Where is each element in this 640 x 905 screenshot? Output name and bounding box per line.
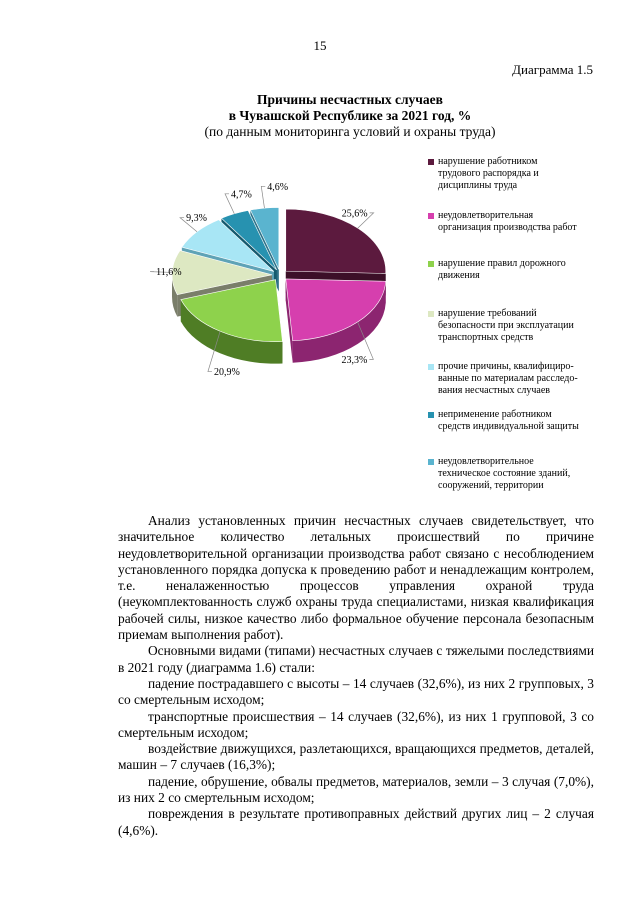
chart-title-line2: в Чувашской Республике за 2021 год, % xyxy=(228,108,472,123)
legend-item xyxy=(428,210,608,234)
pie-data-label: 25,6% xyxy=(341,208,368,220)
legend-label: безопасности при эксплуатации xyxy=(438,320,574,332)
legend-label: трудового распорядка и xyxy=(438,168,539,180)
legend-swatch xyxy=(428,364,434,370)
legend-item xyxy=(428,308,608,345)
legend-item xyxy=(428,361,608,398)
pie-leader-line xyxy=(261,186,265,208)
paragraph-collapse: падение, обрушение, обвалы предметов, материалов, земли – 3 случая (7,0%), из них 2 со смертельным исходом; xyxy=(118,773,594,806)
pie-data-label: 4,6% xyxy=(267,181,289,193)
body-text xyxy=(118,513,594,839)
legend-item xyxy=(428,456,608,493)
legend-swatch xyxy=(428,412,434,418)
legend-label: движения xyxy=(438,270,480,282)
pie-slice xyxy=(286,209,386,273)
legend-label: организация производства работ xyxy=(438,222,577,234)
page-number: 15 xyxy=(313,38,327,53)
legend-swatch xyxy=(428,311,434,317)
paragraph-unlawful-acts: повреждения в результате противоправных действий других лиц – 2 случая (4,6%). xyxy=(118,806,594,838)
chart-title: Причины несчастных случаев xyxy=(257,92,443,107)
legend-label: неудовлетворительная xyxy=(438,210,534,221)
paragraph-transport: транспортные происшествия – 14 случаев (32,6%), из них 1 групповой, 3 со смертельным исходом; xyxy=(118,708,594,740)
pie-data-label: 9,3% xyxy=(186,213,207,225)
legend-item xyxy=(428,156,608,193)
legend-swatch xyxy=(428,213,434,219)
legend-swatch xyxy=(428,261,434,267)
diagram-label: Диаграмма 1.5 xyxy=(512,62,593,77)
legend-label: техническое состояние зданий, xyxy=(438,468,571,480)
chart-title-block xyxy=(150,92,550,140)
pie-data-label: 4,7% xyxy=(231,189,252,201)
legend-item xyxy=(428,409,608,433)
pie-data-label: 23,3% xyxy=(341,354,368,366)
chart-subtitle: (по данным мониторинга условий и охраны труда) xyxy=(204,124,496,139)
legend-label: средств индивидуальной защиты xyxy=(438,421,579,433)
pie-data-label: 11,6% xyxy=(156,267,182,279)
legend-label: нарушение требований xyxy=(438,308,537,319)
legend-label: дисциплины труда xyxy=(438,180,518,192)
legend-label: ванные по материалам расследо- xyxy=(438,373,578,385)
legend-item xyxy=(428,258,608,282)
legend-label: сооружений, территории xyxy=(438,480,544,492)
paragraph-types-intro: Основными видами (типами) несчастных случаев с тяжелыми последствиями в 2021 году (диаграмма 1.6) стали: xyxy=(118,643,594,675)
legend-label: нарушение работником xyxy=(438,156,538,167)
legend-label: нарушение правил дорожного xyxy=(438,258,566,269)
legend-label: неприменение работником xyxy=(438,409,552,420)
pie-data-label: 20,9% xyxy=(213,367,240,379)
legend-label: прочие причины, квалифициро- xyxy=(438,361,574,372)
legend-label: вания несчастных случаев xyxy=(438,385,551,397)
legend-swatch xyxy=(428,459,434,465)
paragraph-fall-height: падение пострадавшего с высоты – 14 случаев (32,6%), из них 2 групповых, 3 со смертельным исходом; xyxy=(118,675,594,708)
legend-swatch xyxy=(428,159,434,165)
legend-label: неудовлетворительное xyxy=(438,456,534,467)
pie-chart xyxy=(100,181,420,390)
paragraph-moving-objects: воздействие движущихся, разлетающихся, вращающихся предметов, деталей, машин – 7 случаев (16,3%); xyxy=(118,741,594,773)
paragraph-analysis: Анализ установленных причин несчастных случаев свидетельствует, что значительное количество летальных происшествий по причине неудовлетворительной организации производства работ связано с несоблюдением установленного порядка допуска к проведению работ и ненадлежащим контролем, т.е. неналаженностью процессов управления охраной труда (неукомплектованность служб охраны труда специалистами, низкая квалификация рабочей силы, низкое качество либо формальное обучение персонала безопасным приемам выполнения работ). xyxy=(118,513,594,643)
legend-label: транспортных средств xyxy=(438,332,534,344)
